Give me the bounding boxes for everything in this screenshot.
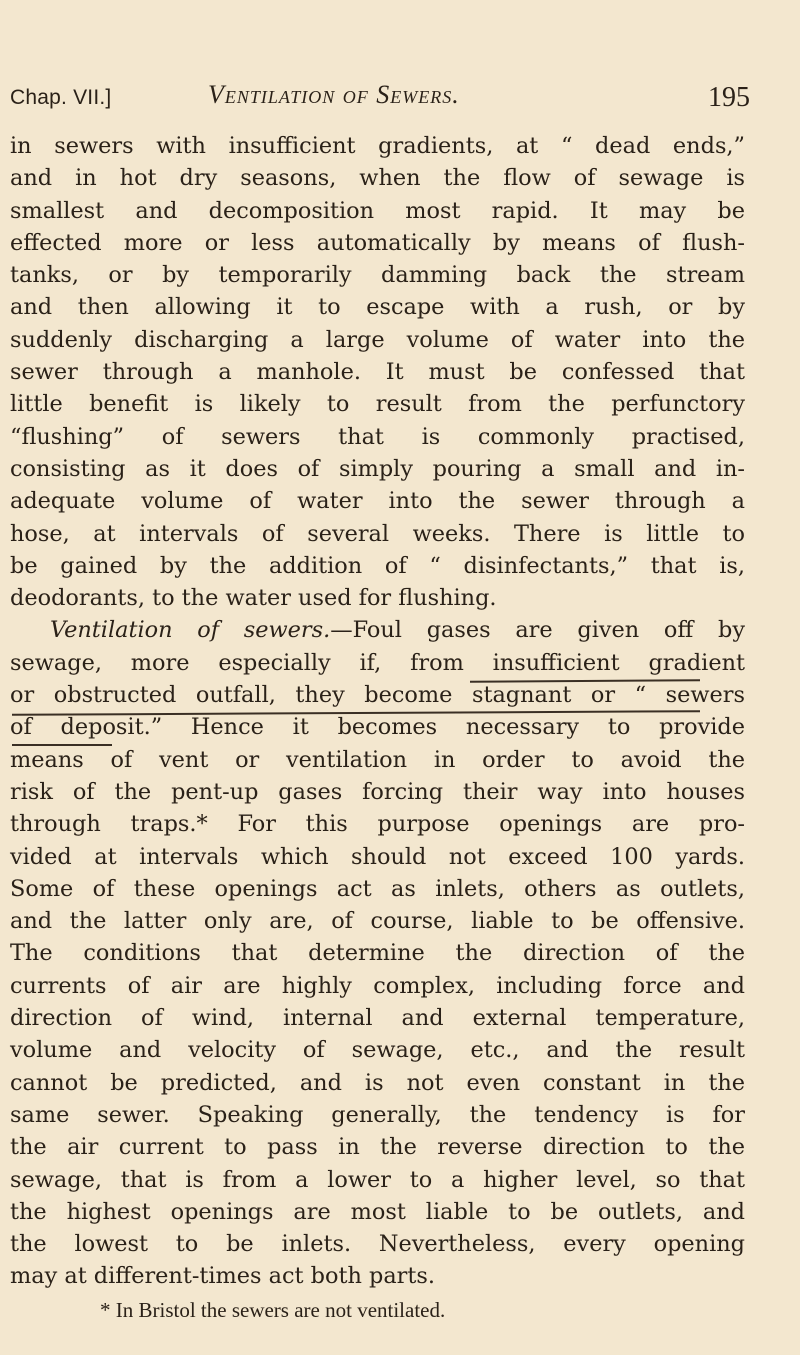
text-line: the lowest to be inlets. Nevertheless, every opening [10,1231,745,1258]
text-line: sewage, that is from a lower to a higher level, so that [10,1166,745,1193]
text-line: smallest and decomposition most rapid. It may be [10,197,745,224]
running-title: Ventilation of Sewers. [208,80,460,109]
text-line: means of vent or ventilation in order to avoid the [10,746,745,773]
text-line: in sewers with insufficient gradients, at “ dead ends,” [10,133,745,159]
text-line: of deposit.” Hence it becomes necessary to provide [10,714,745,741]
text-line: sewer through a manhole. It must be confessed that [10,359,745,386]
text-line: volume and velocity of sewage, etc., and the result [10,1037,745,1064]
text-line: Some of these openings act as inlets, others as outlets, [10,875,745,902]
text-line: currents of air are highly complex, including force and [10,972,745,999]
text-line: The conditions that determine the direction of the [10,940,745,967]
page-number: 195 [708,82,750,113]
running-header [10,80,750,120]
chapter-label: Chap. VII.] [10,86,112,109]
text-line: through traps.* For this purpose openings are pro- [10,811,745,838]
text-line: cannot be predicted, and is not even constant in the [10,1069,745,1096]
text-line: deodorants, to the water used for flushing. [10,585,497,612]
text-line: may at different-times act both parts. [10,1263,435,1290]
section-heading: Ventilation of sewers. [50,617,331,644]
text-line: and in hot dry seasons, when the flow of sewage is [10,165,745,192]
text-line: the highest openings are most liable to be outlets, and [10,1198,745,1225]
text-line: same sewer. Speaking generally, the tendency is for [10,1101,745,1128]
text-line: the air current to pass in the reverse direction to the [10,1134,745,1161]
footnote: * In Bristol the sewers are not ventilated. [100,1298,446,1322]
text-line: hose, at intervals of several weeks. There is little to [10,520,745,547]
text-line: risk of the pent-up gases forcing their way into houses [10,778,745,805]
text-line: “flushing” of sewers that is commonly practised, [10,423,745,450]
text-line: and the latter only are, of course, liable to be offensive. [10,908,745,935]
text-line: adequate volume of water into the sewer through a [10,488,745,515]
text-line: effected more or less automatically by means of flush- [10,229,745,256]
text-line: or obstructed outfall, they become stagnant or “ sewers [10,682,745,709]
text-line: consisting as it does of simply pouring a small and in- [10,455,745,482]
section-first-line [10,614,745,646]
text-line: sewage, more especially if, from insufficient gradient [10,649,745,676]
text-line: vided at intervals which should not exceed 100 yards. [10,843,745,870]
text-line: be gained by the addition of “ disinfectants,” that is, [10,552,745,579]
text-line: tanks, or by temporarily damming back the stream [10,262,745,289]
text-line: little benefit is likely to result from the perfunctory [10,391,745,418]
pencil-underline [12,744,112,746]
text-line: direction of wind, internal and external temperature, [10,1005,745,1032]
text-line: suddenly discharging a large volume of water into the [10,326,745,353]
section-first-line-text: —Foul gases are given off by [330,617,745,644]
text-line: and then allowing it to escape with a rush, or by [10,294,745,321]
